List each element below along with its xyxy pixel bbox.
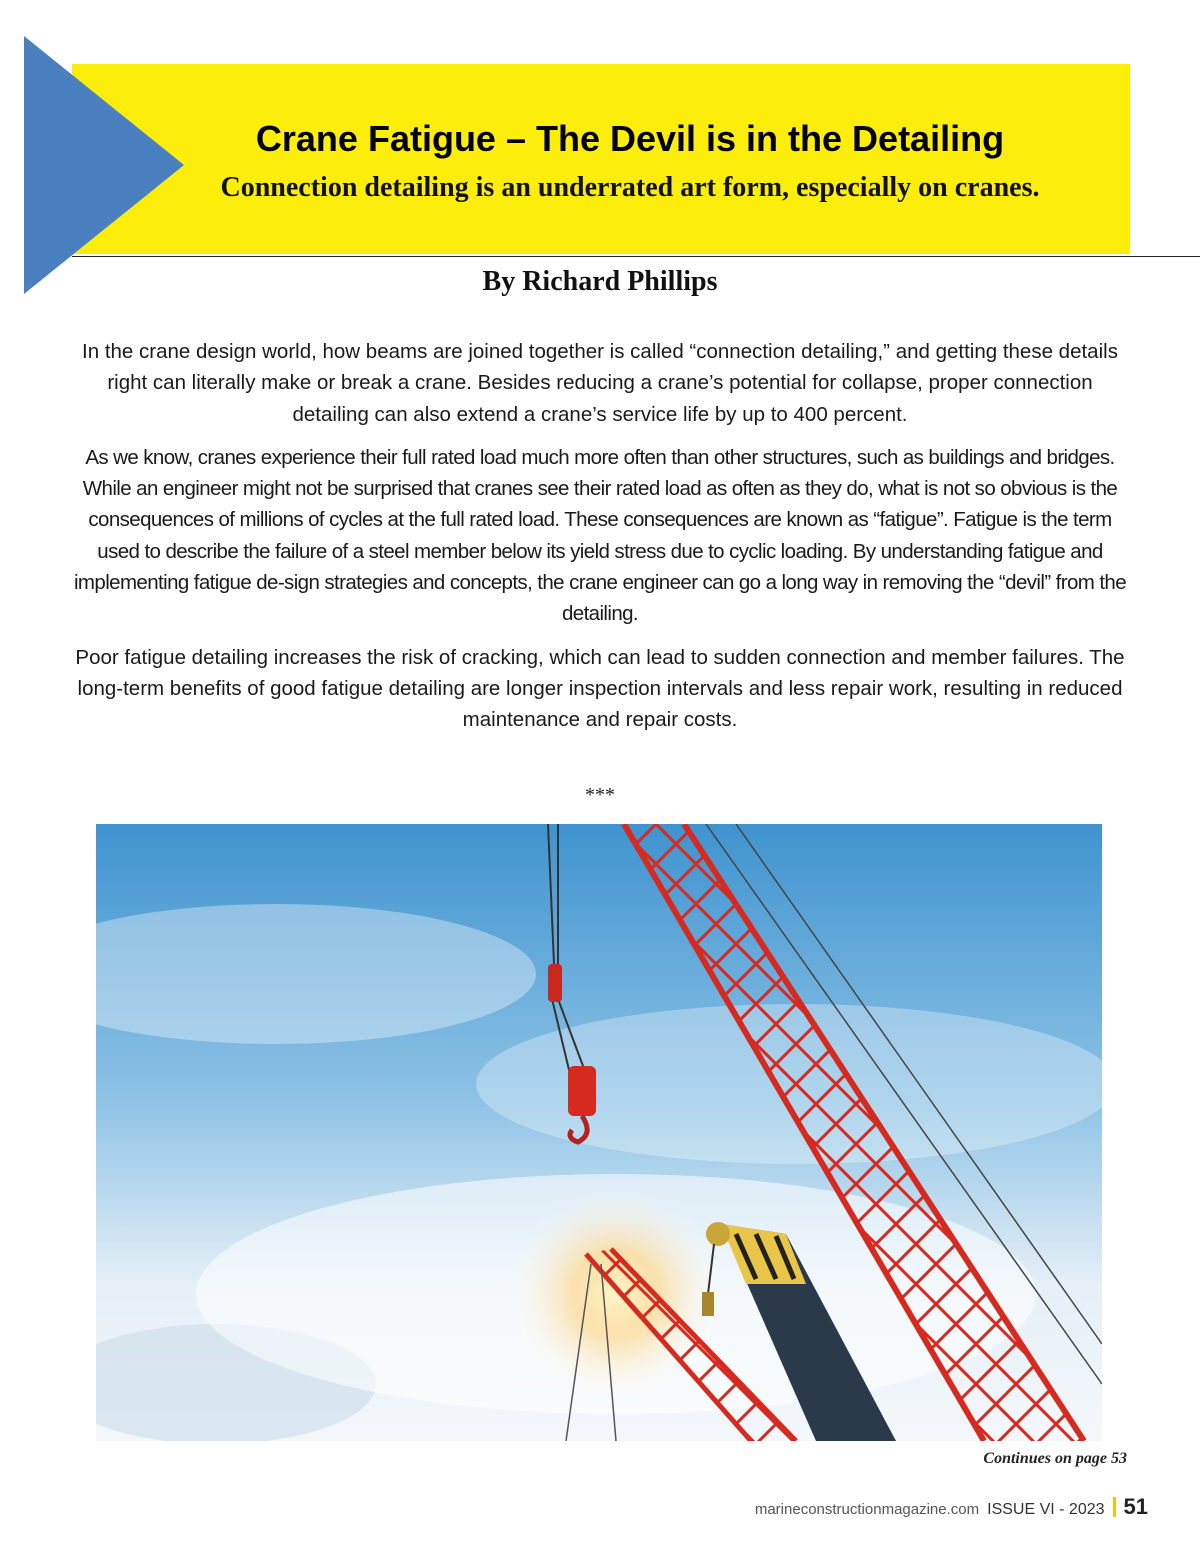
byline: By Richard Phillips bbox=[482, 266, 718, 297]
article-title: Crane Fatigue – The Devil is in the Detailing bbox=[255, 118, 1005, 159]
crane-illustration bbox=[96, 824, 1102, 1441]
article-subtitle: Connection detailing is an underrated art form, especially on cranes. bbox=[220, 172, 1040, 203]
paragraph-3: Poor fatigue detailing increases the risk of cracking, which can lead to sudden connection and member failures. The long-term benefits of good fatigue detailing are longer inspection intervals and less repair work, resulting in reduced maintenance and repair costs. bbox=[75, 645, 1125, 732]
section-separator: *** bbox=[585, 784, 615, 806]
page-footer bbox=[755, 1494, 1148, 1520]
paragraph-1: In the crane design world, how beams are joined together is called “connection detailing,” and getting these details right can literally make or break a crane. Besides reducing a crane’s potential for collapse, proper connection detailing can also extend a crane’s service life by up to 400 percent. bbox=[82, 340, 1118, 426]
paragraph-2: As we know, cranes experience their full rated load much more often than other structures, such as buildings and bridges. While an engineer might not be surprised that cranes see their rated load as often as they do, what is not so obvious is the consequences of millions of cycles at the full rated load. These consequences are known as “fatigue”. Fatigue is the term used to describe the failure of a steel member below its yield stress due to cyclic loading. By understanding fatigue and implementing fatigue de-sign strategies and concepts, the crane engineer can go a long way in removing the “devil” from the detailing. bbox=[73, 445, 1127, 626]
page-number: 51 bbox=[1123, 1494, 1148, 1519]
header-rule bbox=[72, 256, 1200, 257]
article-body bbox=[70, 336, 1130, 748]
footer-issue: ISSUE VI - 2023 bbox=[987, 1501, 1105, 1518]
crane-photo bbox=[96, 824, 1102, 1441]
continues-note: Continues on page 53 bbox=[983, 1450, 1127, 1467]
footer-site: marineconstructionmagazine.com bbox=[754, 1501, 980, 1518]
footer-divider bbox=[1113, 1497, 1116, 1517]
